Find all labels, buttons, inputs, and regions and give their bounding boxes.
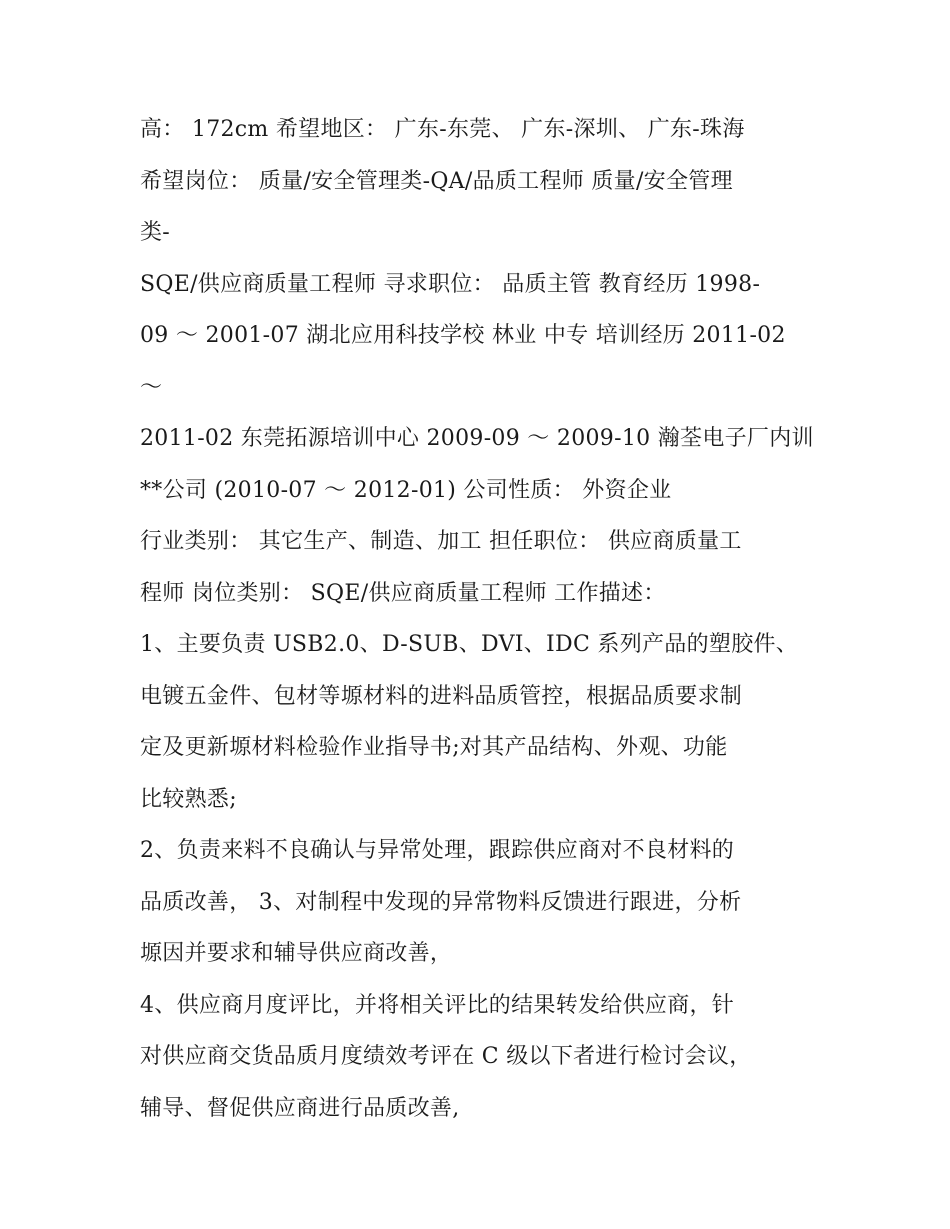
text-line: 电镀五金件、包材等塬材料的进料品质管控，根据品质要求制 <box>140 683 743 709</box>
text-line: 程师 岗位类别： SQE/供应商质量工程师 工作描述： <box>140 580 666 606</box>
text-line: 对供应商交货品质月度绩效考评在 C 级以下者进行检讨会议， <box>140 1044 752 1069</box>
text-line: 塬因并要求和辅导供应商改善， <box>140 941 453 966</box>
text-line: 行业类别： 其它生产、制造、加工 担任职位： 供应商质量工 <box>140 529 742 554</box>
text-line: SQE/供应商质量工程师 寻求职位： 品质主管 教育经历 1998- <box>140 271 761 297</box>
text-line: 类- <box>140 220 171 245</box>
text-line: 高： 172cm 希望地区： 广东-东莞、 广东-深圳、 广东-珠海 <box>140 117 745 142</box>
text-line: ～ <box>140 374 163 400</box>
text-line: 辅导、督促供应商进行品质改善, <box>140 1095 460 1121</box>
resume-body <box>140 104 830 1134</box>
text-line: 4、供应商月度评比，并将相关评比的结果转发给供应商，针 <box>140 992 735 1018</box>
text-line: 品质改善， 3、对制程中发现的异常物料反馈进行跟进，分析 <box>140 889 742 915</box>
text-line: 09 ～ 2001-07 湖北应用科技学校 林业 中专 培训经历 2011-02 <box>140 323 786 348</box>
text-line: 定及更新塬材料检验作业指导书;对其产品结构、外观、功能 <box>140 735 728 760</box>
text-line: 2、负责来料不良确认与异常处理，跟踪供应商对不良材料的 <box>140 838 735 863</box>
text-line: 比较熟悉; <box>140 786 237 812</box>
text-line: **公司 (2010-07 ～ 2012-01) 公司性质： 外资企业 <box>140 477 672 503</box>
text-line: 2011-02 东莞拓源培训中心 2009-09 ～ 2009-10 瀚荃电子厂内训 <box>140 426 814 451</box>
text-line: 希望岗位： 质量/安全管理类-QA/品质工程师 质量/安全管理 <box>140 168 733 194</box>
text-line: 1、主要负责 USB2.0、D-SUB、DVI、IDC 系列产品的塑胶件、 <box>140 632 799 657</box>
